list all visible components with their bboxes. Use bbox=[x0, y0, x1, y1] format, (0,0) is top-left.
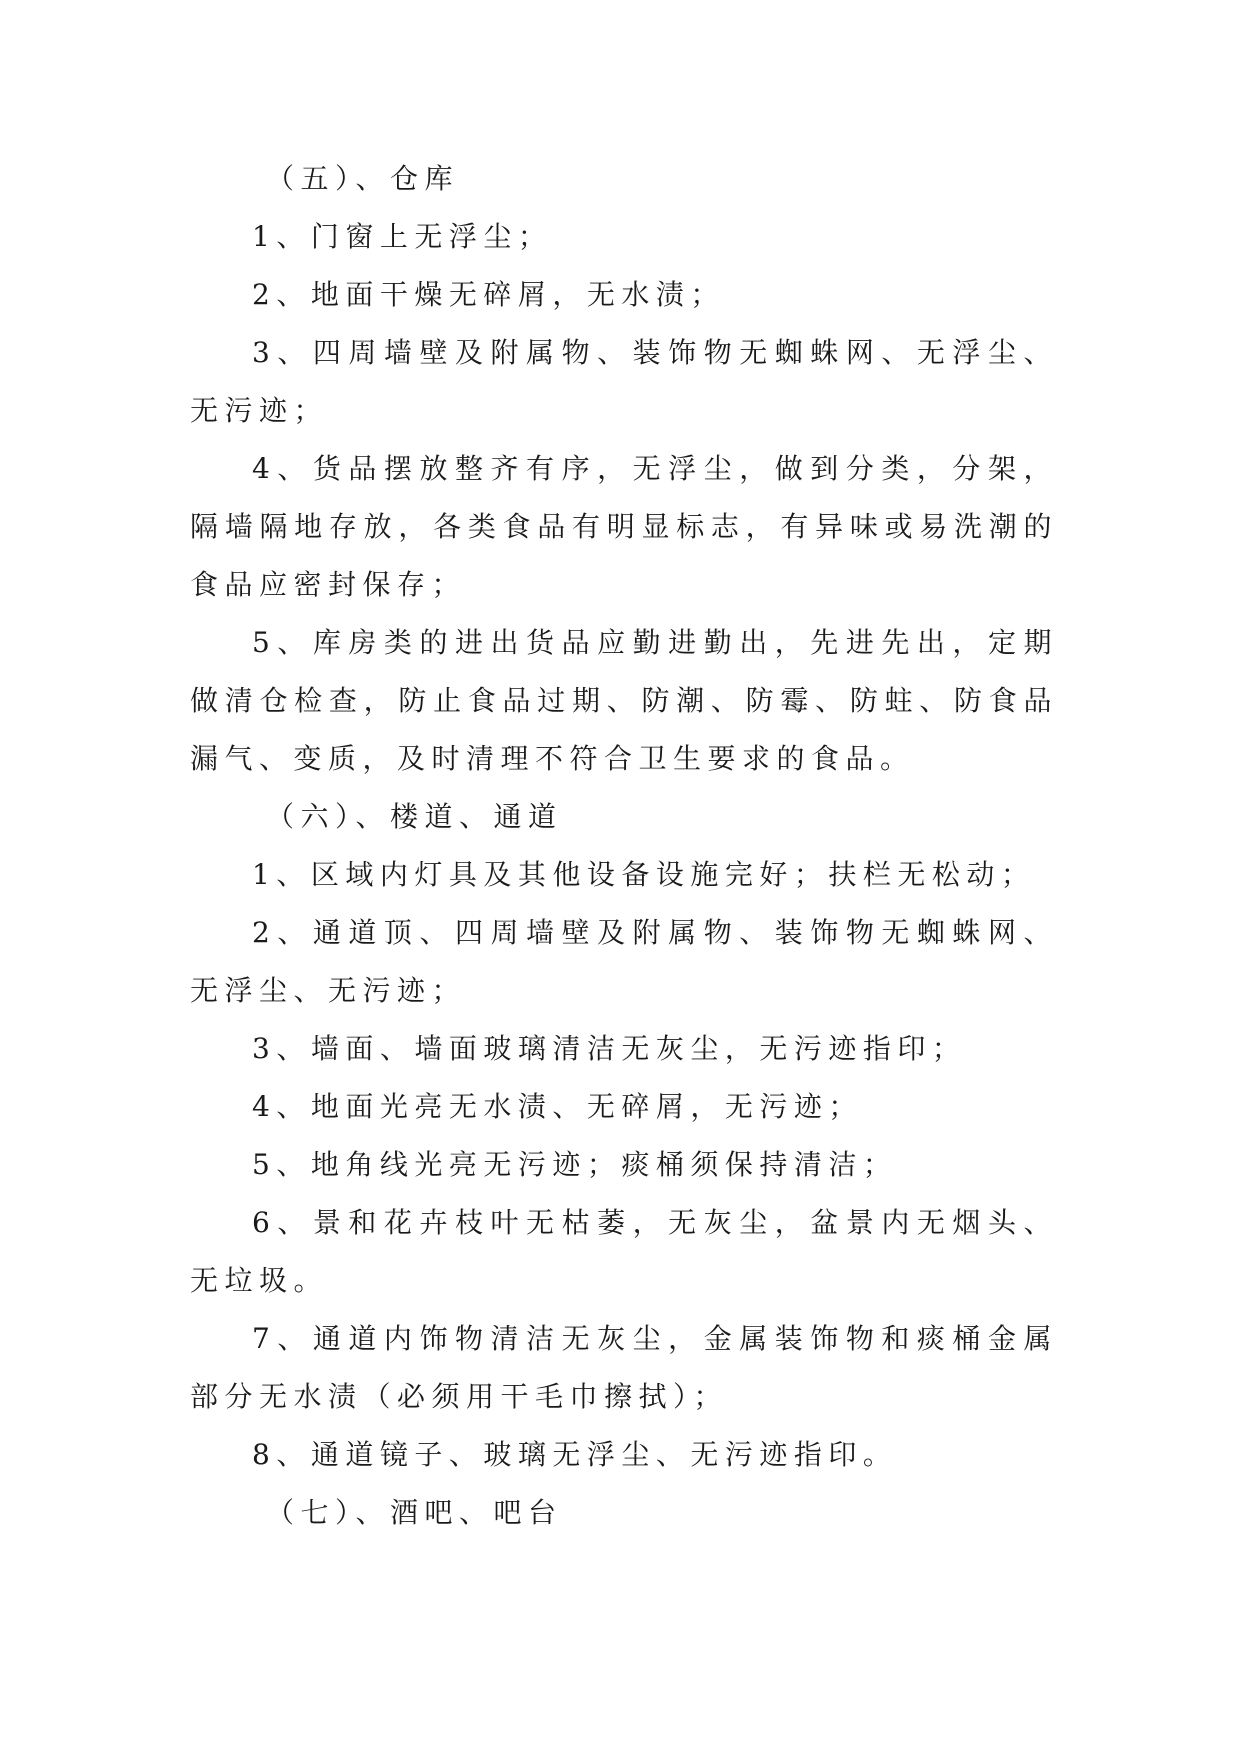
section-heading: （六）、楼道、通道 bbox=[266, 800, 563, 833]
list-item: 6、景和花卉枝叶无枯萎，无灰尘，盆景内无烟头、无垃圾。 bbox=[190, 1206, 1058, 1297]
list-item: 2、通道顶、四周墙壁及附属物、装饰物无蜘蛛网、无浮尘、无污迹； bbox=[190, 916, 1058, 1007]
list-item: 3、墙面、墙面玻璃清洁无灰尘，无污迹指印； bbox=[252, 1032, 967, 1065]
list-item: 8、通道镜子、玻璃无浮尘、无污迹指印。 bbox=[252, 1438, 898, 1471]
list-item: 1、区域内灯具及其他设备设施完好；扶栏无松动； bbox=[252, 858, 1036, 891]
list-item: 7、通道内饰物清洁无灰尘，金属装饰物和痰桶金属部分无水渍（必须用干毛巾擦拭）； bbox=[190, 1322, 1058, 1413]
document-body bbox=[190, 150, 1058, 1542]
section-heading: （七）、酒吧、吧台 bbox=[266, 1496, 563, 1529]
list-item: 5、地角线光亮无污迹；痰桶须保持清洁； bbox=[252, 1148, 898, 1181]
list-item: 5、库房类的进出货品应勤进勤出，先进先出，定期做清仓检查，防止食品过期、防潮、防霉、防蛀、防食品漏气、变质，及时清理不符合卫生要求的食品。 bbox=[190, 626, 1058, 775]
section-heading: （五）、仓库 bbox=[266, 162, 460, 195]
list-item: 4、地面光亮无水渍、无碎屑，无污迹； bbox=[252, 1090, 863, 1123]
list-item: 4、货品摆放整齐有序，无浮尘，做到分类，分架，隔墙隔地存放，各类食品有明显标志，有异味或易洗潮的食品应密封保存； bbox=[190, 452, 1058, 601]
list-item: 2、地面干燥无碎屑，无水渍； bbox=[252, 278, 725, 311]
list-item: 3、四周墙壁及附属物、装饰物无蜘蛛网、无浮尘、无污迹； bbox=[190, 336, 1058, 427]
list-item: 1、门窗上无浮尘； bbox=[252, 220, 553, 253]
